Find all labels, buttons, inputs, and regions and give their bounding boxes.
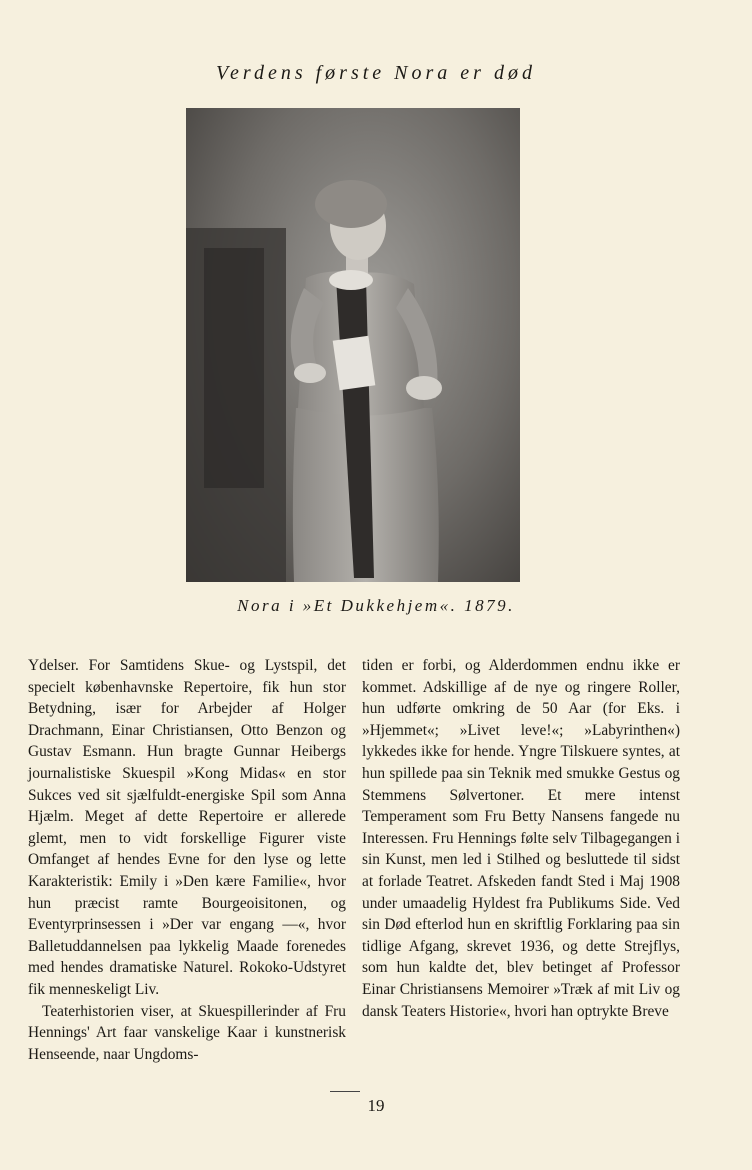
text-column-left: [28, 655, 346, 1065]
paragraph: Ydelser. For Samtidens Skue- og Lystspil, det specielt københavnske Repertoire, fik hun stor Betydning, især for Arbejder af Holger Drachmann, Einar Christiansen, Otto Benzon og Gustav Esmann. Hun bragte Gunnar Heibergs journalistiske Skuespil »Kong Midas« en stor Sukces ved sit sjælfuldt-energiske Spil som Anna Hjælm. Meget af dette Repertoire er allerede glemt, men to vidt forskellige Figurer viste Omfanget af hendes Evne for den lyse og lette Karakteristik: Emily i »Den kære Familie«, hvor hun præcist ramte Bourgeoisitonen, og Eventyrprinsessen i »Der var engang —«, hvor Balletuddannelsen paa lykkelig Maade forenedes med hendes dramatiske Naturel. Rokoko-Udstyret fik menneskeligt Liv.: [28, 657, 346, 998]
paragraph: Teaterhistorien viser, at Skuespillerinder af Fru Hennings' Art faar vanskelige Kaar i kunstnerisk Henseende, naar Ungdoms-: [28, 1002, 346, 1063]
paragraph: tiden er forbi, og Alderdommen endnu ikke er kommet. Adskillige af de nye og ringere Roller, hun udførte omkring de 50 Aar (for Eks. i »Hjemmet«; »Livet leve!«; »Labyrinthen«) lykkedes ikke for hende. Yngre Tilskuere syntes, at hun spillede paa sin Teknik med smukke Gestus og Stemmens Sølvertoner. Et mere intenst Temperament som Fru Betty Nansens fangede nu Interessen. Fru Hennings følte selv Tilbagegangen i sin Kunst, men led i Stilhed og besluttede til sidst at forlade Teatret. Afskeden fandt Sted i Maj 1908 under umaadelig Hyldest fra Publikums Side. Ved sin Død efterlod hun en skriftlig Forklaring paa sin tidlige Afgang, skrevet 1936, og dette Strejflys, som hun kaldte det, blev betinget af Professor Einar Christiansens Memoirer »Træk af mit Liv og dansk Teaters Historie«, hvori han optrykte Breve: [362, 657, 680, 1020]
page-number: 19: [367, 1096, 385, 1115]
text-column-right: [362, 655, 680, 1022]
running-head: Verdens første Nora er død: [216, 62, 536, 84]
portrait-photo: [186, 108, 520, 582]
figure-caption: Nora i »Et Dukkehjem«. 1879.: [237, 596, 515, 615]
page-number-rule: [330, 1091, 360, 1092]
